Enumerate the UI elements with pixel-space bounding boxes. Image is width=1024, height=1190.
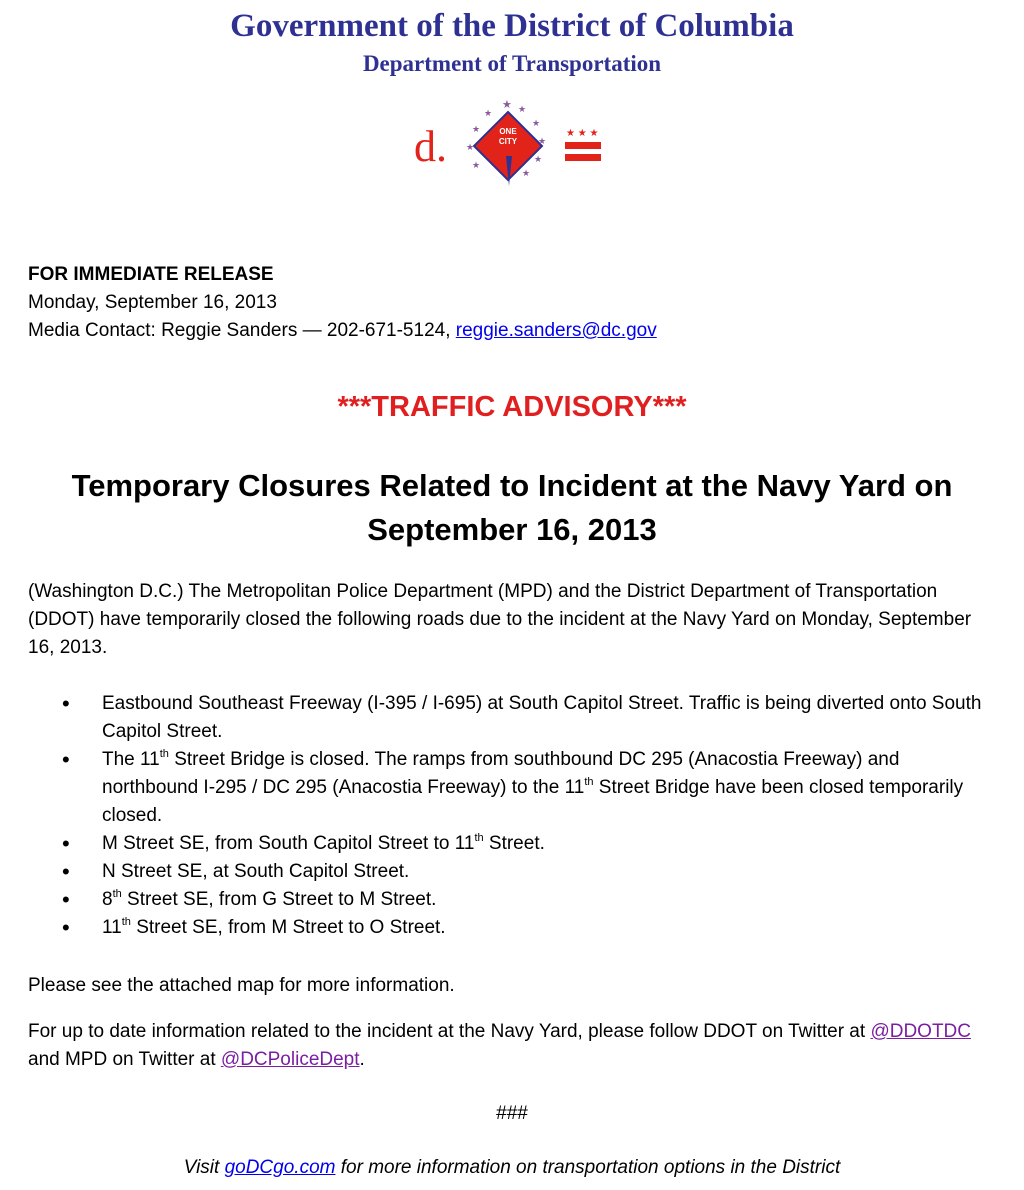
badge-line2: CITY <box>498 137 518 146</box>
svg-text:★: ★ <box>472 160 481 170</box>
header-department: Department of Transportation <box>362 51 662 76</box>
svg-text:★: ★ <box>518 104 527 114</box>
dc-flag-icon <box>565 128 601 161</box>
closure-item <box>28 690 994 746</box>
closure-item: • The 11th Street Bridge is closed. The ramps from southbound DC 295 (Anacostia Freeway) and northbound I-295 / DC 295 (Anacostia Freeway) to the 11th Street Bridge have been closed temporarily closed. <box>28 746 994 830</box>
closure-text: Eastbound Southeast Freeway (I-395 / I-695) at South Capitol Street. Traffic is being diverted onto South Capitol Street. <box>102 693 982 742</box>
logo-letter: d. <box>414 122 447 171</box>
svg-text:★: ★ <box>532 118 541 128</box>
godcgo-link[interactable]: goDCgo.com <box>224 1157 336 1178</box>
closure-item: • 11th Street SE, from M Street to O Street. <box>28 914 994 942</box>
release-label: FOR IMMEDIATE RELEASE <box>28 264 274 285</box>
closure-item: • 8th Street SE, from G Street to M Street. <box>28 886 994 914</box>
svg-text:★: ★ <box>538 136 547 146</box>
traffic-advisory-title: ***TRAFFIC ADVISORY*** <box>337 391 687 423</box>
closure-item: • M Street SE, from South Capitol Street to 11th Street. <box>28 830 994 858</box>
intro-paragraph: (Washington D.C.) The Metropolitan Police Department (MPD) and the District Department of Transportation (DDOT) have temporarily closed the following roads due to the incident at the Navy Yard on Monday, September 16, 2013. <box>28 581 972 658</box>
contact-email-link[interactable]: reggie.sanders@dc.gov <box>455 320 657 341</box>
ddot-logo <box>410 94 610 194</box>
badge-line1: ONE <box>499 127 517 136</box>
mpd-twitter-link[interactable]: @DCPoliceDept <box>220 1049 360 1070</box>
svg-text:★: ★ <box>472 124 481 134</box>
headline: Temporary Closures Related to Incident at the Navy Yard on September 16, 2013 <box>71 468 953 547</box>
closure-item: • N Street SE, at South Capitol Street. <box>28 858 994 886</box>
svg-text:★ ★ ★: ★ ★ ★ <box>566 128 599 139</box>
media-contact-text: Media Contact: Reggie Sanders — 202-671-5124, <box>28 320 456 341</box>
svg-text:★: ★ <box>484 108 493 118</box>
footer: Visit goDCgo.com for more information on transportation options in the District <box>183 1157 841 1178</box>
svg-text:★: ★ <box>502 99 512 111</box>
svg-text:★: ★ <box>522 168 531 178</box>
ddot-twitter-link[interactable]: @DDOTDC <box>870 1021 971 1042</box>
closure-list <box>28 690 994 942</box>
release-date: Monday, September 16, 2013 <box>28 292 277 313</box>
map-note: Please see the attached map for more information. <box>28 975 455 996</box>
release-info <box>28 261 657 345</box>
follow-paragraph: For up to date information related to the incident at the Navy Yard, please follow DDOT on Twitter at @DDOTDC and MPD on Twitter at @DCPoliceDept. <box>28 1021 971 1070</box>
header-government: Government of the District of Columbia <box>230 8 794 44</box>
end-mark: ### <box>496 1103 528 1124</box>
svg-text:★: ★ <box>466 142 475 152</box>
media-contact <box>28 317 657 345</box>
svg-text:★: ★ <box>534 154 543 164</box>
